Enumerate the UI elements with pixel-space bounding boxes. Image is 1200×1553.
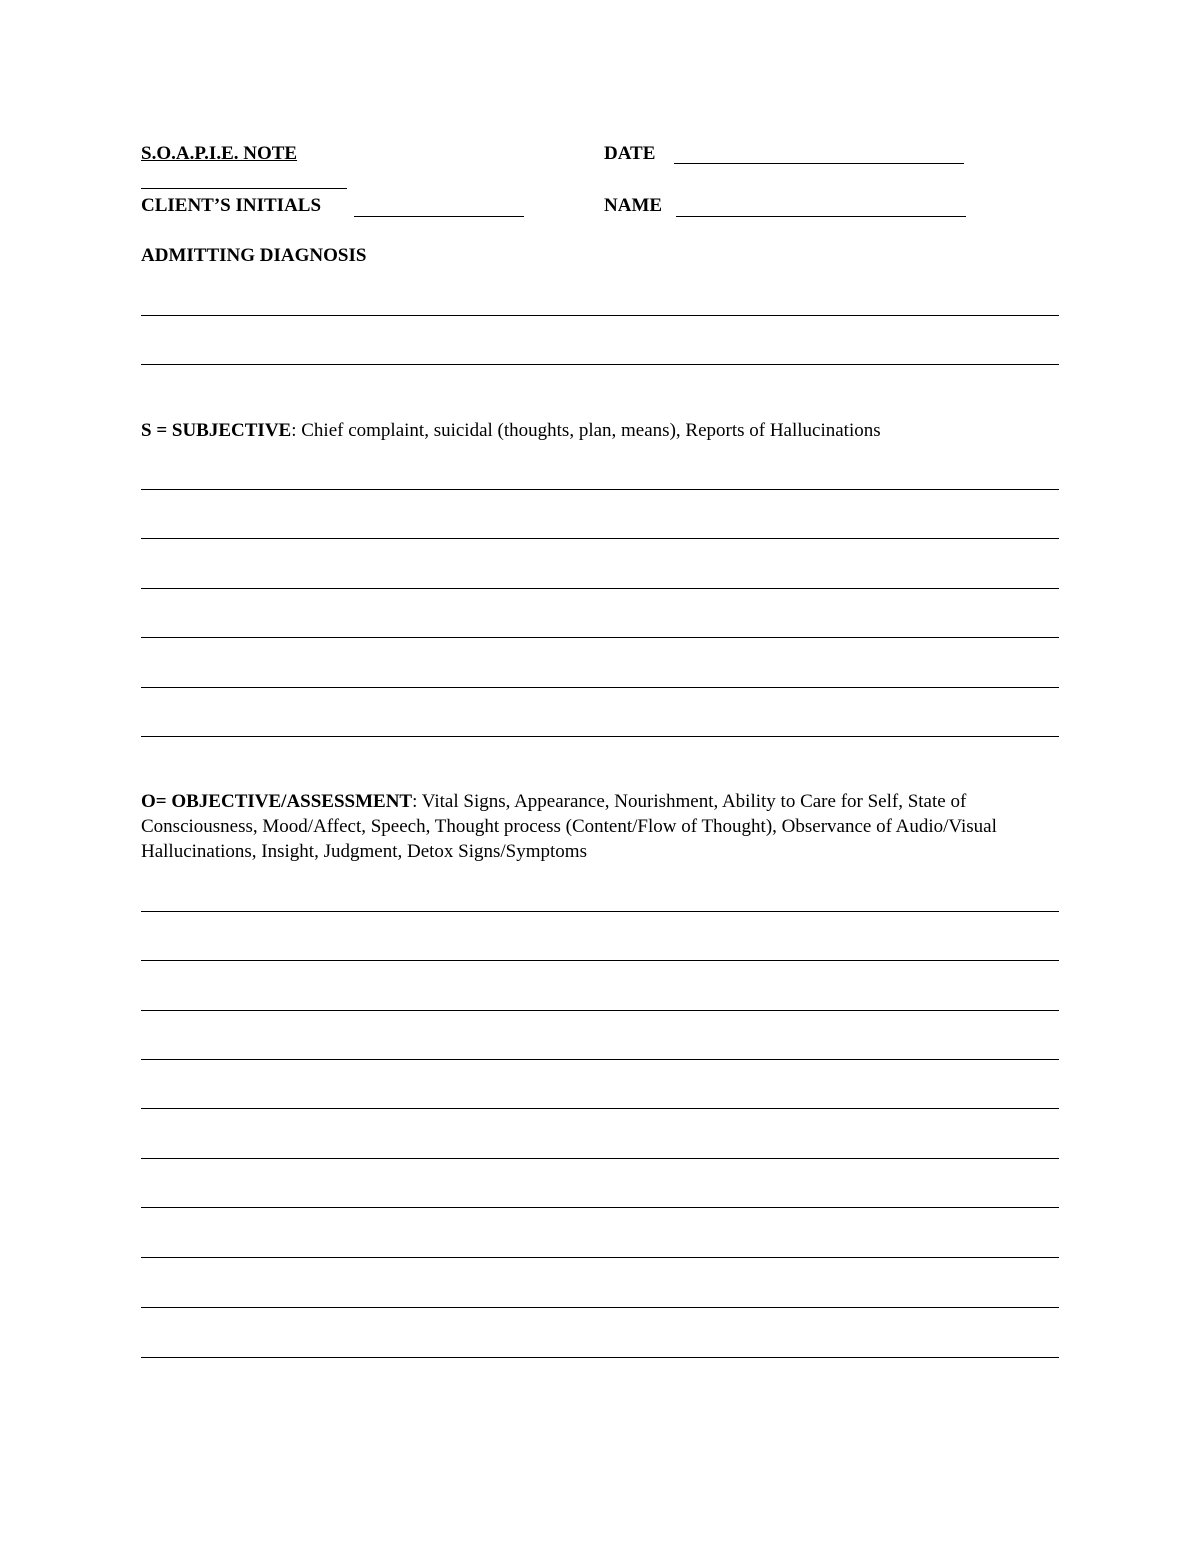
date-blank[interactable]	[674, 163, 964, 164]
objective-line[interactable]	[141, 1108, 1059, 1109]
objective-line[interactable]	[141, 1010, 1059, 1011]
subjective-line[interactable]	[141, 538, 1059, 539]
objective-line[interactable]	[141, 1307, 1059, 1308]
objective-line[interactable]	[141, 911, 1059, 912]
subjective-label: S = SUBJECTIVE	[141, 420, 292, 441]
admitting-diagnosis-label: ADMITTING DIAGNOSIS	[141, 245, 367, 266]
objective-line[interactable]	[141, 1357, 1059, 1358]
client-initials-label: CLIENT’S INITIALS	[141, 195, 322, 216]
name-blank[interactable]	[676, 216, 966, 217]
subjective-heading	[141, 418, 1061, 443]
subjective-line[interactable]	[141, 588, 1059, 589]
name-label: NAME	[604, 195, 663, 216]
title-extra-blank[interactable]	[141, 188, 347, 189]
subjective-line[interactable]	[141, 687, 1059, 688]
objective-line[interactable]	[141, 1207, 1059, 1208]
objective-line[interactable]	[141, 1257, 1059, 1258]
objective-line[interactable]	[141, 960, 1059, 961]
objective-description: : Vital Signs, Appearance, Nourishment, Ability to Care for Self, State of Consciousness, Mood/Affect, Speech, Thought process (Content/Flow of Thought), Observance of Audio/Visual Hallucinations, Insight, Judgment, Detox Signs/Symptoms	[141, 791, 997, 862]
client-initials-blank[interactable]	[354, 216, 524, 217]
objective-label: O= OBJECTIVE/ASSESSMENT	[141, 791, 413, 812]
diagnosis-line[interactable]	[141, 364, 1059, 365]
subjective-line[interactable]	[141, 736, 1059, 737]
subjective-line[interactable]	[141, 637, 1059, 638]
objective-heading	[141, 789, 1061, 864]
diagnosis-line[interactable]	[141, 315, 1059, 316]
form-title: S.O.A.P.I.E. NOTE	[141, 143, 298, 164]
objective-line[interactable]	[141, 1158, 1059, 1159]
subjective-line[interactable]	[141, 489, 1059, 490]
subjective-description: : Chief complaint, suicidal (thoughts, plan, means), Reports of Hallucinations	[291, 420, 881, 441]
date-label: DATE	[604, 143, 656, 164]
objective-line[interactable]	[141, 1059, 1059, 1060]
